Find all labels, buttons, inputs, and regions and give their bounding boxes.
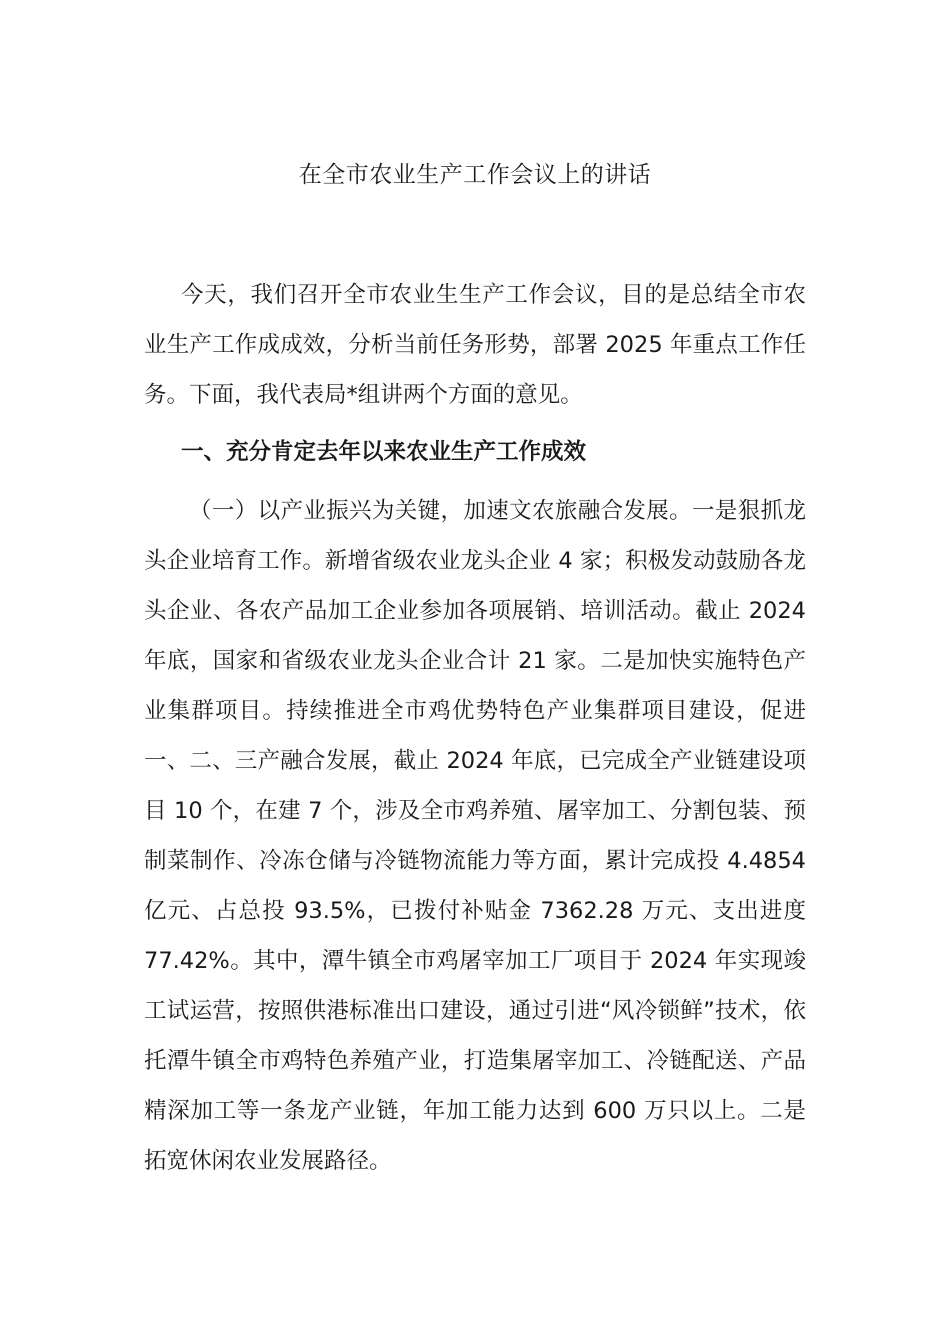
intro-paragraph: 今天，我们召开全市农业生生产工作会议，目的是总结全市农业生产工作成成效，分析当前任务形势，部署 2025 年重点工作任务。下面，我代表局*组讲两个方面的意见。 bbox=[144, 282, 806, 408]
section-paragraph: （一）以产业振兴为关键，加速文农旅融合发展。一是狠抓龙头企业培育工作。新增省级农业龙头企业 4 家；积极发动鼓励各龙头企业、各农产品加工企业参加各项展销、培训活动。截止 2024 年底，国家和省级农业龙头企业合计 21 家。二是加快实施特色产业集群项目。持续推进全市鸡优势特色产业集群项目建设，促进一、二、三产融合发展，截止 2024 年底，已完成全产业链建设项目 10 个，在建 7 个，涉及全市鸡养殖、屠宰加工、分割包装、预制菜制作、冷冻仓储与冷链物流能力等方面，累计完成投 4.4854 亿元、占总投 93.5%，已拨付补贴金 7362.28 万元、支出进度 77.42%。其中，潭牛镇全市鸡屠宰加工厂项目于 2024 年实现竣工试运营，按照供港标准出口建设，通过引进“风冷锁鲜”技术，依托潭牛镇全市鸡特色养殖产业，打造集屠宰加工、冷链配送、产品精深加工等一条龙产业链，年加工能力达到 600 万只以上。二是拓宽休闲农业发展路径。 bbox=[144, 498, 806, 1174]
section-heading: 一、充分肯定去年以来农业生产工作成效 bbox=[181, 439, 587, 465]
document-title: 在全市农业生产工作会议上的讲话 bbox=[298, 162, 652, 188]
